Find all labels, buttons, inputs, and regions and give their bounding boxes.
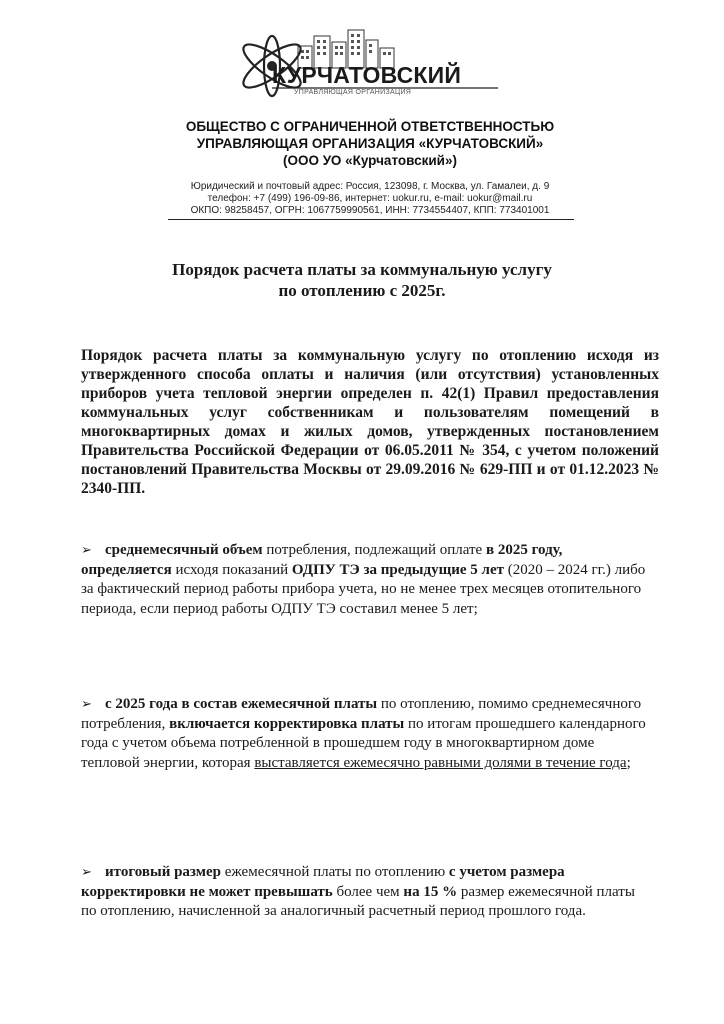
company-logo (236, 22, 506, 100)
registration-codes-line: ОКПО: 98258457, ОГРН: 1067759990561, ИНН: 7734554407, КПП: 773401001 (190, 205, 550, 216)
list-item: ➢ итоговый размер ежемесячной платы по отоплению с учетом размера корректировки не может превышать более чем на 15 % размер ежемесячной платы по отоплению, начисленной за аналогичный расчетный период прошлого года. (81, 864, 635, 919)
document-title-line1: Порядок расчета платы за коммунальную услугу (172, 260, 552, 279)
contacts-line: телефон: +7 (499) 196-09-86, интернет: uokur.ru, e-mail: uokur@mail.ru (207, 193, 533, 204)
org-name-line2: УПРАВЛЯЮЩАЯ ОРГАНИЗАЦИЯ «КУРЧАТОВСКИЙ» (196, 136, 544, 151)
org-name-line1: ОБЩЕСТВО С ОГРАНИЧЕННОЙ ОТВЕТСТВЕННОСТЬЮ (185, 119, 555, 134)
document-title-line2: по отоплению с 2025г. (278, 281, 446, 300)
logo-subtitle: УПРАВЛЯЮЩАЯ ОРГАНИЗАЦИЯ (294, 89, 412, 96)
intro-paragraph: Порядок расчета платы за коммунальную услугу по отоплению исходя из утвержденного способа оплаты и наличия (или отсутствия) установленных приборов учета тепловой энергии определен п. 42(1) Правил предоставления коммунальных услуг собственникам и пользователям помещений в многоквартирных домах и жилых домов, утвержденных постановлением Правительства Российской Федерации от 06.05.2011 № 354, с учетом положений постановлений Правительства Москвы от 29.09.2016 № 629-ПП и от 01.12.2023 № 2340-ПП. (81, 347, 659, 497)
bullet-arrow-icon: ➢ (81, 542, 92, 557)
bullet-arrow-icon: ➢ (81, 696, 92, 711)
bullet-arrow-icon: ➢ (81, 864, 92, 879)
header-divider (168, 219, 574, 220)
address-line: Юридический и почтовый адрес: Россия, 123098, г. Москва, ул. Гамалеи, д. 9 (190, 181, 550, 192)
list-item: ➢ среднемесячный объем потребления, подлежащий оплате в 2025 году, определяется исходя показаний ОДПУ ТЭ за предыдущие 5 лет (2020 – 2024 гг.) либо за фактический период работы прибора учета, но не менее трех месяцев отопительного периода, если период работы ОДПУ ТЭ составил менее 5 лет; (81, 542, 646, 617)
org-short-name: (ООО УО «Курчатовский») (283, 153, 457, 168)
logo-name: КУРЧАТОВСКИЙ (272, 62, 462, 88)
list-item: ➢ с 2025 года в состав ежемесячной платы по отоплению, помимо среднемесячного потребления, включается корректировка платы по итогам прошедшего календарного года с учетом объема потребленной в прошедшем году в многоквартирном доме тепловой энергии, которая выставляется ежемесячно равными долями в течение года; (81, 696, 646, 771)
